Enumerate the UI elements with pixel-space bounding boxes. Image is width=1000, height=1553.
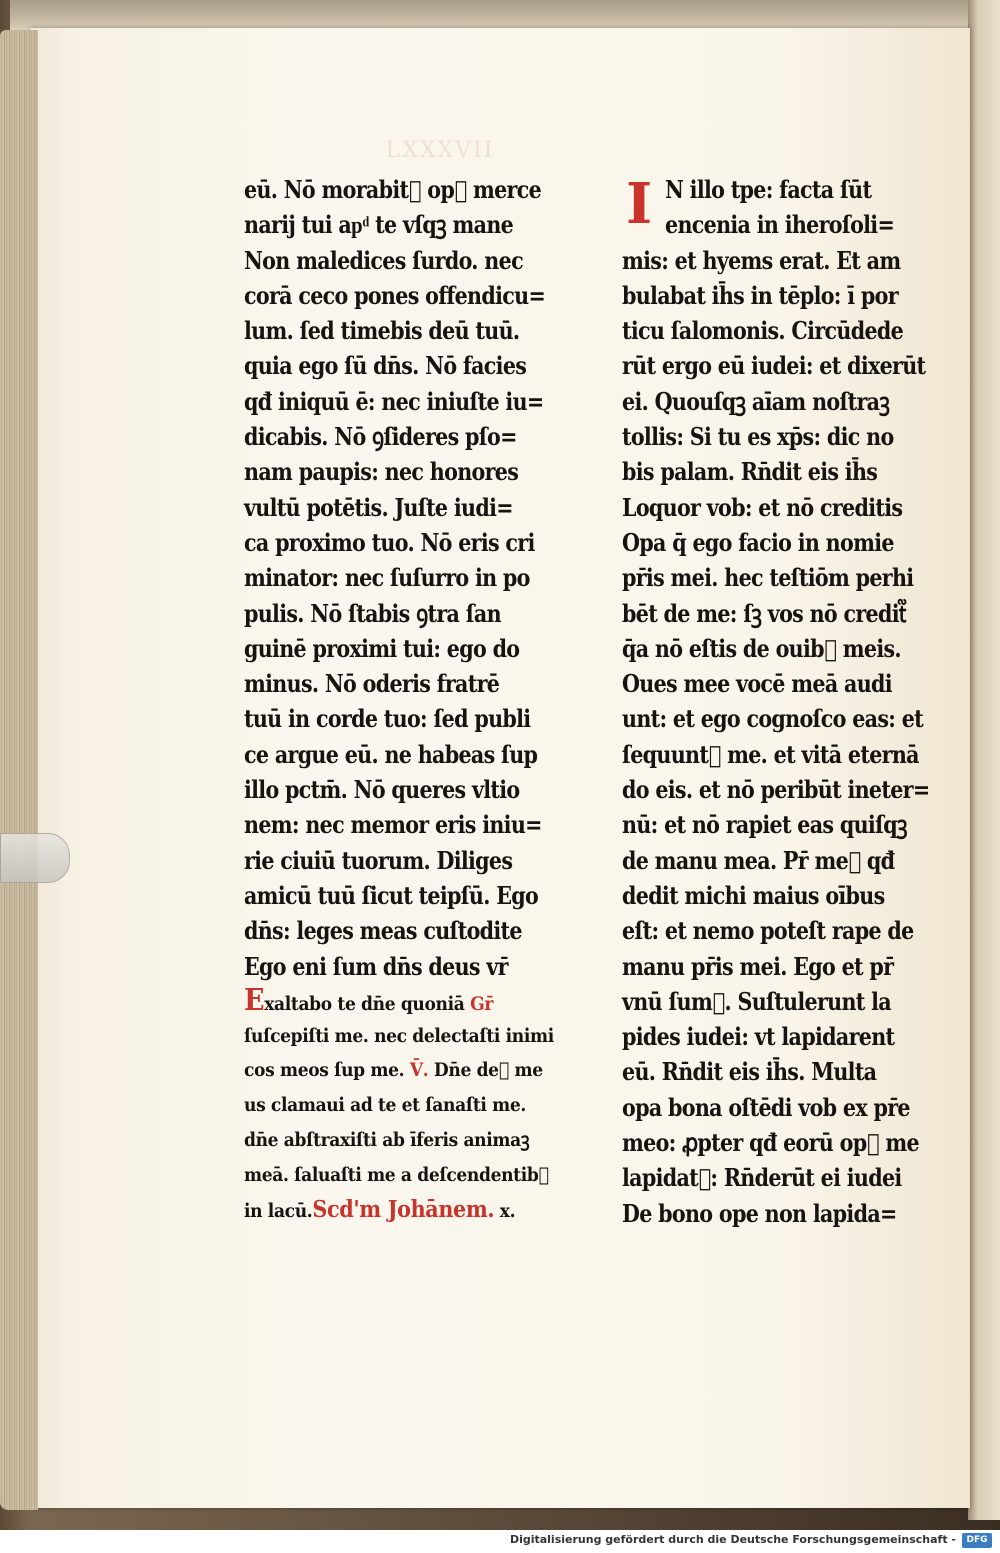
facing-page-edge — [968, 0, 1000, 1520]
text-line: minus. Nō oderis fratrē — [244, 669, 500, 699]
text-line: pides iudei: vt lapidarent — [622, 1022, 895, 1052]
text-line: eū. Nō morabit᷑ op᷒ merce — [244, 175, 542, 204]
chant-line — [244, 1193, 532, 1228]
chant-line: dn̄e abſtraxiſti ab īferis animaꝫ — [244, 1129, 530, 1152]
text-line: vultū potētis. Juſte iudi= — [244, 492, 513, 522]
stacked-page-edges — [0, 30, 38, 1510]
chant-line — [244, 984, 532, 1019]
text-line: nem: nec memor eris iniu= — [244, 810, 542, 840]
text-line: do eis. et nō peribūt ineter= — [622, 775, 930, 805]
text-line: mis: et hyems erat. Et am — [622, 245, 901, 275]
text-line: unt: et ego cognoſco eas: et — [622, 704, 923, 734]
text-line: encenia in iheroſoli= — [665, 210, 895, 240]
text-line: ſequunt᷑ me. et vitā eternā — [622, 739, 919, 769]
rubricated-initial: I — [626, 171, 653, 237]
rubric-tag: Gr̄ — [470, 992, 493, 1015]
text-line: de manu mea. Pr̄ me᷒ qđ — [622, 845, 895, 875]
text-line: lapidat᷑: Rn̄derūt ei iudei — [622, 1163, 902, 1193]
chant-line — [244, 1053, 543, 1088]
text-line: quia ego ſū dn̄s. Nō facies — [244, 351, 527, 381]
text-line: Ego eni ſum dn̄s deus vr̄ — [244, 951, 508, 981]
chant-text: cos meos ſup me. — [244, 1059, 405, 1082]
text-line: tollis: Si tu es xp̄s: dic no — [622, 422, 894, 452]
text-line: ei. Quouſqꝫ aīam noſtraꝫ — [622, 386, 890, 416]
text-line: q̄a nō eſtis de ouib᷒ meis. — [622, 633, 901, 663]
footer-bar — [0, 1530, 1000, 1553]
chant-line: ſuſcepiſti me. nec delectaſti inimi — [244, 1024, 554, 1047]
text-line: dedit michi maius oībus — [622, 880, 885, 910]
text-line: pr̄is mei. hec teſtiōm perhi — [622, 563, 914, 593]
text-line: rie ciuiū tuorum. Diliges — [244, 845, 513, 875]
text-line: pulis. Nō ſtabis ꝯtra ſan — [244, 598, 501, 628]
text-line: De bono ope non lapida= — [622, 1198, 897, 1228]
text-line: Oues mee vocē meā audi — [622, 669, 892, 699]
funding-credit: Digitalisierung gefördert durch die Deutsche Forschungsgemeinschaft - — [509, 1533, 956, 1546]
text-line: nū: et nō rapiet eas quiſqꝫ — [622, 810, 907, 840]
text-line: dicabis. Nō ꝯſideres pſo= — [244, 422, 517, 452]
text-line: opa bona oſtēdi vob ex pr̄e — [622, 1092, 910, 1122]
text-line: amicū tuū ſicut teipſū. Ego — [244, 880, 539, 910]
chant-text: in lacū. — [244, 1199, 313, 1222]
text-line: eſt: et nemo poteſt rape de — [622, 916, 914, 946]
text-line: narij tui apͩ te vſqꝫ mane — [244, 210, 514, 240]
text-line: bis palam. Rn̄dit eis ih̄s — [622, 457, 878, 487]
folio-showthrough: LXXXVII — [385, 138, 495, 163]
text-line: Non maledices ſurdo. nec — [244, 245, 523, 275]
text-line: N illo tpe: facta ſūt — [665, 175, 872, 204]
text-line: guinē proximi tui: ego do — [244, 633, 520, 663]
text-line: illo pctm̄. Nō queres vltio — [244, 775, 520, 805]
text-line: lum. ſed timebis deū tuū. — [244, 316, 520, 346]
text-line: Opa q̄ ego facio in nomie — [622, 527, 894, 557]
chant-line: us clamaui ad te et ſanaſti me. — [244, 1094, 526, 1117]
text-line: bulabat ih̄s in tēplo: ī por — [622, 280, 898, 310]
text-line: Loquor vob: et nō creditis — [622, 492, 903, 522]
text-line: nam paupis: nec honores — [244, 457, 519, 487]
right-text-column — [622, 172, 932, 1231]
text-line: manu pr̄is mei. Ego et pr̄ — [622, 951, 894, 981]
text-line: ce argue eū. ne habeas ſup — [244, 739, 538, 769]
text-line: bēt de me: ſꝫ vos nō credit᷑ — [622, 598, 906, 628]
rubric-heading: Scd'm Johānem. — [312, 1195, 495, 1223]
text-line: corā ceco pones offendicu= — [244, 280, 546, 310]
left-text-column — [244, 172, 564, 1227]
text-line: meo: ꝓpter qđ eorū op᷒ me — [622, 1128, 919, 1158]
text-line: vnū ſum᷒. Suſtulerunt la — [622, 986, 891, 1016]
chant-text: Dn̄e de᷒ me — [433, 1059, 543, 1082]
text-line: rūt ergo eū iudei: et dixerūt — [622, 351, 926, 381]
chant-text: x. — [499, 1199, 516, 1222]
text-line: minator: nec ſuſurro in po — [244, 563, 530, 593]
text-line: ca proximo tuo. Nō eris cri — [244, 527, 535, 557]
page-clip-marker — [0, 833, 70, 883]
text-line: dn̄s: leges meas cuſtodite — [244, 916, 522, 946]
chant-text: xaltabo te dn̄e quoniā — [264, 992, 465, 1015]
text-line: tuū in corde tuo: ſed publi — [244, 704, 531, 734]
rubric-initial: E — [244, 982, 265, 1018]
text-line: ticu ſalomonis. Circūdede — [622, 316, 904, 346]
text-line: eū. Rn̄dit eis ih̄s. Multa — [622, 1057, 877, 1087]
text-line: qđ iniquū ē: nec iniuſte iu= — [244, 386, 544, 416]
chant-line: meā. ſaluaſti me a deſcendentib᷒ — [244, 1163, 549, 1186]
rubric-tag: V̄. — [409, 1059, 429, 1082]
dfg-logo-icon: DFG — [962, 1533, 992, 1548]
